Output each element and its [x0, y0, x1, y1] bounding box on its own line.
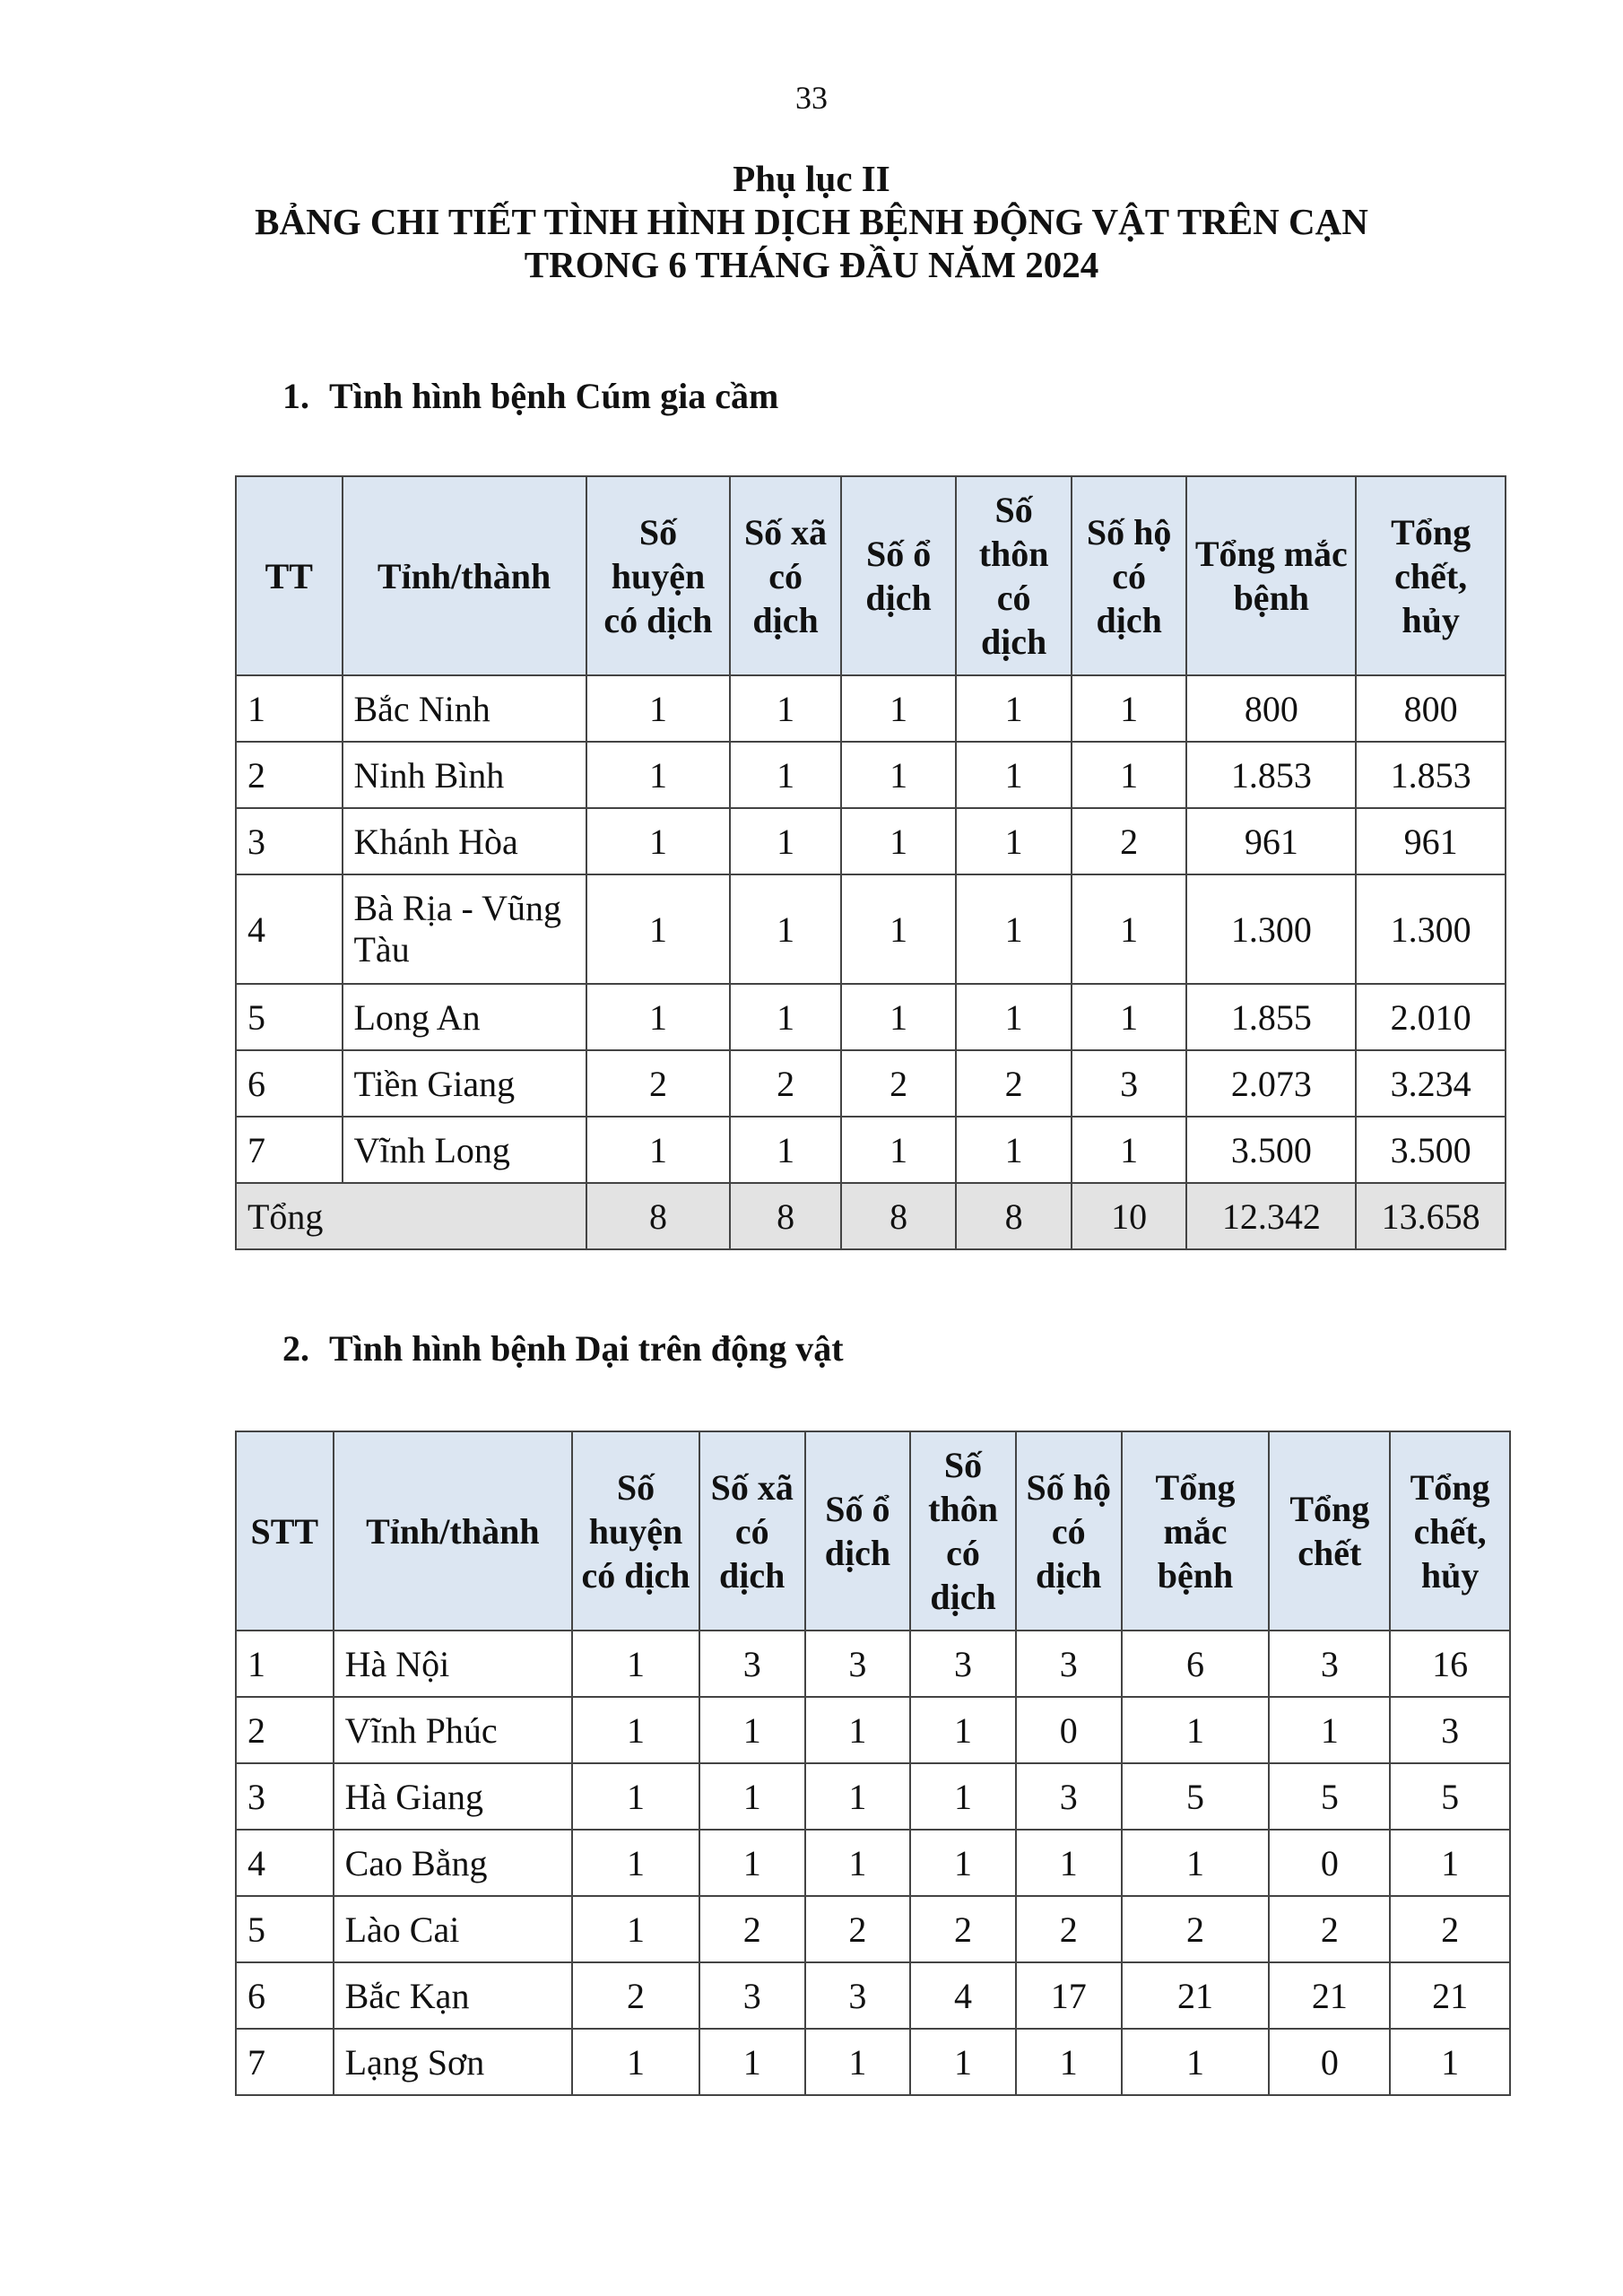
section-title: Tình hình bệnh Cúm gia cầm	[329, 376, 779, 416]
table-cell: 3	[236, 1763, 334, 1830]
table-cell: 2	[1122, 1896, 1270, 1962]
table-cell: 1	[841, 675, 957, 742]
table-cell: 961	[1186, 808, 1356, 874]
table-cell: 800	[1186, 675, 1356, 742]
table-cell: Bà Rịa - Vũng Tàu	[343, 874, 586, 984]
table-cell: 1	[572, 1830, 699, 1896]
table-cell: 0	[1269, 2029, 1390, 2095]
table-cell: 2	[841, 1050, 957, 1117]
table-cell: 1	[956, 874, 1072, 984]
table-cell: 7	[236, 2029, 334, 2095]
table-cell: 6	[236, 1962, 334, 2029]
table-cell: 3	[1390, 1697, 1510, 1763]
column-header: STT	[236, 1431, 334, 1631]
table-cell: 1	[699, 1763, 805, 1830]
column-header: Tổng mắc bệnh	[1186, 476, 1356, 675]
table-cell: 1	[236, 675, 343, 742]
table-cell: 0	[1269, 1830, 1390, 1896]
table-cell: 1.853	[1186, 742, 1356, 808]
table-cell: 2	[1390, 1896, 1510, 1962]
column-header: Số xã có dịch	[699, 1431, 805, 1631]
table-cell: 2	[236, 742, 343, 808]
table-cell: 1	[730, 675, 841, 742]
table-cell: 2.010	[1356, 984, 1506, 1050]
appendix-title-line-1: BẢNG CHI TIẾT TÌNH HÌNH DỊCH BỆNH ĐỘNG VẬT TRÊN CẠN	[255, 201, 1368, 242]
total-cell: 10	[1072, 1183, 1187, 1249]
table-cell: 1	[805, 1763, 911, 1830]
table-cell: 1	[910, 1763, 1016, 1830]
table-cell: 3.234	[1356, 1050, 1506, 1117]
table-cell: 3	[236, 808, 343, 874]
column-header: Số huyện có dịch	[586, 476, 731, 675]
column-header: Tỉnh/thành	[334, 1431, 573, 1631]
table-cell: 1	[1016, 2029, 1122, 2095]
table-cell: Bắc Kạn	[334, 1962, 573, 2029]
table-row	[236, 1117, 1506, 1183]
table-cell: 1	[841, 874, 957, 984]
table-cell: 2	[910, 1896, 1016, 1962]
table-cell: 1	[956, 984, 1072, 1050]
column-header: Số hộ có dịch	[1016, 1431, 1122, 1631]
table-cell: 3	[699, 1631, 805, 1697]
table-cell: 1	[1269, 1697, 1390, 1763]
table-cell: Vĩnh Long	[343, 1117, 586, 1183]
column-header: Tổng chết, hủy	[1356, 476, 1506, 675]
table-cell: 1	[586, 808, 731, 874]
table-cell: 1	[730, 984, 841, 1050]
table-row	[236, 1830, 1510, 1896]
table-header-row	[236, 476, 1506, 675]
table-cell: Lạng Sơn	[334, 2029, 573, 2095]
table-row	[236, 874, 1506, 984]
column-header: Số hộ có dịch	[1072, 476, 1187, 675]
table-cell: 7	[236, 1117, 343, 1183]
table-cell: 3	[1016, 1631, 1122, 1697]
table-cell: 5	[236, 984, 343, 1050]
table-cell: 1	[572, 1763, 699, 1830]
table-cell: 1	[730, 1117, 841, 1183]
total-cell: 8	[730, 1183, 841, 1249]
table-cell: 5	[1390, 1763, 1510, 1830]
table-cell: 1	[699, 1830, 805, 1896]
table-cell: 1	[586, 984, 731, 1050]
column-header: Tỉnh/thành	[343, 476, 586, 675]
table-cell: 3	[1269, 1631, 1390, 1697]
total-row	[236, 1183, 1506, 1249]
avian-flu-table	[235, 475, 1506, 1250]
table-cell: 21	[1122, 1962, 1270, 2029]
table-cell: 3	[1016, 1763, 1122, 1830]
table-cell: 1	[1390, 1830, 1510, 1896]
table-row	[236, 1962, 1510, 2029]
table-cell: Ninh Bình	[343, 742, 586, 808]
table-cell: 1	[1072, 984, 1187, 1050]
column-header: Tổng mắc bệnh	[1122, 1431, 1270, 1631]
table-cell: Cao Bằng	[334, 1830, 573, 1896]
table-cell: 2	[1072, 808, 1187, 874]
table-cell: 961	[1356, 808, 1506, 874]
table-cell: 1.300	[1356, 874, 1506, 984]
column-header: Số thôn có dịch	[910, 1431, 1016, 1631]
table-cell: 1	[956, 675, 1072, 742]
table-cell: 2	[730, 1050, 841, 1117]
table-cell: 1	[1122, 1830, 1270, 1896]
table-cell: 2	[1269, 1896, 1390, 1962]
table-cell: 3	[805, 1962, 911, 2029]
column-header: Tổng chết, hủy	[1390, 1431, 1510, 1631]
table-cell: 21	[1390, 1962, 1510, 2029]
table-cell: 2	[572, 1962, 699, 2029]
table-row	[236, 984, 1506, 1050]
table-row	[236, 1763, 1510, 1830]
table-cell: 1	[805, 1697, 911, 1763]
table-cell: 1	[841, 1117, 957, 1183]
table-cell: 1	[586, 675, 731, 742]
table-cell: 4	[236, 1830, 334, 1896]
table-row	[236, 742, 1506, 808]
table-cell: 3	[1072, 1050, 1187, 1117]
column-header: Số ổ dịch	[841, 476, 957, 675]
table-cell: 1	[730, 874, 841, 984]
total-cell: 12.342	[1186, 1183, 1356, 1249]
table-cell: 1	[910, 1697, 1016, 1763]
table-cell: Long An	[343, 984, 586, 1050]
table-cell: 1	[586, 742, 731, 808]
table-cell: 1	[1072, 675, 1187, 742]
appendix-title-line-2: TRONG 6 THÁNG ĐẦU NĂM 2024	[524, 244, 1099, 285]
table-cell: 1	[572, 2029, 699, 2095]
rabies-table	[235, 1431, 1511, 2096]
table-cell: 1	[956, 1117, 1072, 1183]
table-cell: 6	[236, 1050, 343, 1117]
total-label: Tổng	[236, 1183, 586, 1249]
table-cell: 1	[841, 808, 957, 874]
column-header: Số xã có dịch	[730, 476, 841, 675]
table-cell: 0	[1016, 1697, 1122, 1763]
section-number: 2.	[282, 1328, 309, 1369]
total-cell: 8	[841, 1183, 957, 1249]
column-header: Số huyện có dịch	[572, 1431, 699, 1631]
appendix-label: Phụ lục II	[733, 158, 890, 199]
table-row	[236, 1896, 1510, 1962]
table-cell: 4	[910, 1962, 1016, 2029]
table-cell: 2	[805, 1896, 911, 1962]
table-cell: 1	[1072, 1117, 1187, 1183]
table-cell: 1	[572, 1697, 699, 1763]
table-cell: 2.073	[1186, 1050, 1356, 1117]
table-cell: 1	[910, 1830, 1016, 1896]
table-cell: 16	[1390, 1631, 1510, 1697]
table-cell: 1	[730, 742, 841, 808]
table-cell: 1	[805, 1830, 911, 1896]
table-cell: 17	[1016, 1962, 1122, 2029]
table-cell: 21	[1269, 1962, 1390, 2029]
section-heading-avian-flu	[282, 375, 778, 417]
table-cell: Vĩnh Phúc	[334, 1697, 573, 1763]
table-cell: Hà Giang	[334, 1763, 573, 1830]
table-cell: 2	[236, 1697, 334, 1763]
total-cell: 13.658	[1356, 1183, 1506, 1249]
table-row	[236, 675, 1506, 742]
table-cell: 1	[586, 874, 731, 984]
table-cell: 1	[586, 1117, 731, 1183]
section-heading-rabies	[282, 1327, 844, 1370]
table-row	[236, 1631, 1510, 1697]
table-cell: 1	[699, 2029, 805, 2095]
table-cell: 3	[910, 1631, 1016, 1697]
column-header: Số thôn có dịch	[956, 476, 1072, 675]
table-cell: 3	[699, 1962, 805, 2029]
table-cell: 1	[572, 1896, 699, 1962]
table-cell: 800	[1356, 675, 1506, 742]
table-header-row	[236, 1431, 1510, 1631]
table-row	[236, 2029, 1510, 2095]
table-cell: 2	[956, 1050, 1072, 1117]
table-cell: 2	[1016, 1896, 1122, 1962]
table-cell: 4	[236, 874, 343, 984]
table-cell: 1	[1390, 2029, 1510, 2095]
table-cell: 1	[1016, 1830, 1122, 1896]
table-cell: 3.500	[1186, 1117, 1356, 1183]
table-cell: 3.500	[1356, 1117, 1506, 1183]
table-cell: 1	[1122, 2029, 1270, 2095]
table-cell: 6	[1122, 1631, 1270, 1697]
table-row	[236, 808, 1506, 874]
table-cell: 5	[236, 1896, 334, 1962]
table-cell: 1	[236, 1631, 334, 1697]
table-cell: 1	[956, 742, 1072, 808]
column-header: Tổng chết	[1269, 1431, 1390, 1631]
total-cell: 8	[956, 1183, 1072, 1249]
total-cell: 8	[586, 1183, 731, 1249]
table-row	[236, 1050, 1506, 1117]
page-number: 33	[795, 80, 828, 116]
table-cell: 1	[956, 808, 1072, 874]
table-cell: 1	[1122, 1697, 1270, 1763]
section-number: 1.	[282, 376, 309, 416]
table-cell: 1.300	[1186, 874, 1356, 984]
table-cell: 1	[730, 808, 841, 874]
table-cell: 1	[841, 984, 957, 1050]
section-title: Tình hình bệnh Dại trên động vật	[329, 1328, 844, 1369]
table-cell: 1	[699, 1697, 805, 1763]
table-cell: 1.855	[1186, 984, 1356, 1050]
table-cell: 1	[1072, 742, 1187, 808]
table-cell: Lào Cai	[334, 1896, 573, 1962]
table-cell: 1	[910, 2029, 1016, 2095]
table-cell: 3	[805, 1631, 911, 1697]
table-row	[236, 1697, 1510, 1763]
table-cell: Khánh Hòa	[343, 808, 586, 874]
table-cell: 1	[1072, 874, 1187, 984]
table-cell: 1	[805, 2029, 911, 2095]
table-cell: 1	[572, 1631, 699, 1697]
table-cell: 5	[1269, 1763, 1390, 1830]
table-cell: 1.853	[1356, 742, 1506, 808]
table-cell: 5	[1122, 1763, 1270, 1830]
column-header: Số ổ dịch	[805, 1431, 911, 1631]
table-cell: Hà Nội	[334, 1631, 573, 1697]
table-cell: 2	[586, 1050, 731, 1117]
table-cell: Tiền Giang	[343, 1050, 586, 1117]
column-header: TT	[236, 476, 343, 675]
table-cell: Bắc Ninh	[343, 675, 586, 742]
table-cell: 2	[699, 1896, 805, 1962]
appendix-title	[0, 157, 1623, 286]
table-cell: 1	[841, 742, 957, 808]
